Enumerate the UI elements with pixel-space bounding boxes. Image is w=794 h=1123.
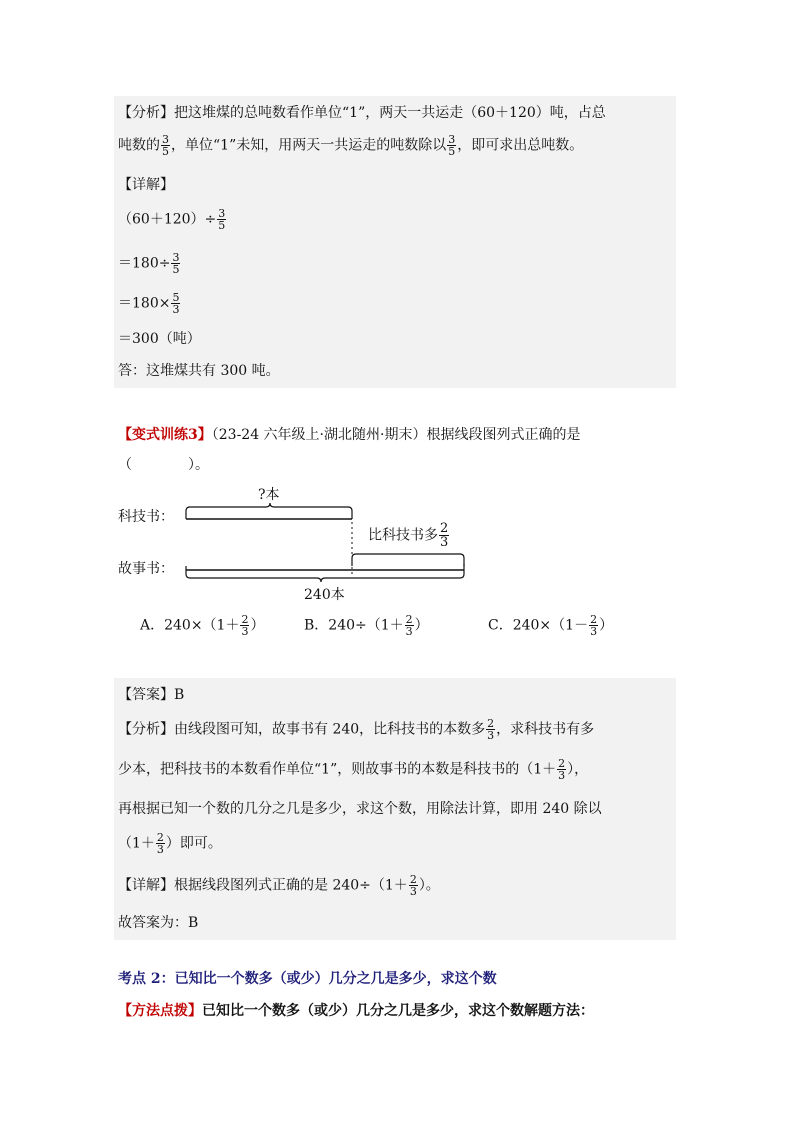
final-answer: 故答案为：B <box>118 915 199 931</box>
analysis2-line-4: （1＋ $\frac{2}{3}$ ）即可。 <box>118 831 222 856</box>
fraction-2-3: $\frac{2}{3}$ <box>409 873 417 898</box>
exercise-blank: （ ）。 <box>118 457 209 473</box>
option-b[interactable]: B．240÷（1＋ $\frac{2}{3}$ ） <box>304 613 429 638</box>
method-tag: 【方法点拨】 <box>118 1003 202 1019</box>
fraction-2-3: $\frac{2}{3}$ <box>558 757 566 782</box>
fraction-3-5: $\frac{3}{5}$ <box>162 133 169 158</box>
more-bracket <box>352 554 464 566</box>
analysis2-line-1: 【分析】由线段图可知，故事书有 240，比科技书的本数多 $\frac{2}{3}$ ，求科技书有多 <box>118 717 595 742</box>
detail-tag: 【详解】 <box>118 177 174 193</box>
total-brace <box>186 574 464 582</box>
analysis-tag: 【分析】 <box>118 105 174 121</box>
fraction-2-3: $\frac{2}{3}$ <box>440 521 449 550</box>
method-text: 已知比一个数多（或少）几分之几是多少，求这个数解题方法： <box>202 1003 594 1019</box>
more-than-label: 比科技书多 $\frac{2}{3}$ <box>368 521 449 550</box>
exercise-tag: 【变式训练3】 <box>118 427 212 443</box>
fraction-5-3: $\frac{5}{3}$ <box>172 291 180 316</box>
answer-tag-line: 【答案】B <box>118 687 185 703</box>
option-c[interactable]: C．240×（1－ $\frac{2}{3}$ ） <box>488 613 614 638</box>
step-1: （60＋120）÷ $\frac{3}{5}$ <box>118 207 226 232</box>
fraction-2-3: $\frac{2}{3}$ <box>156 831 164 856</box>
fraction-2-3: $\frac{2}{3}$ <box>405 613 413 638</box>
fraction-3-5: $\frac{3}{5}$ <box>448 133 456 158</box>
step-4: ＝300（吨） <box>118 331 201 347</box>
analysis2-line-3: 再根据已知一个数的几分之几是多少，求这个数，用除法计算，即用 240 除以 <box>118 801 602 817</box>
step-2: ＝180÷ $\frac{3}{5}$ <box>118 251 180 276</box>
fraction-3-5: $\frac{3}{5}$ <box>172 251 180 276</box>
option-a[interactable]: A．240×（1＋ $\frac{2}{3}$ ） <box>140 613 265 638</box>
question-label: ?本 <box>258 487 280 503</box>
total-label: 240本 <box>304 587 345 603</box>
detail2-line: 【详解】根据线段图列式正确的是 240÷（1＋ $\frac{2}{3}$ ）。 <box>118 873 440 898</box>
exercise-source: （23-24 六年级上·湖北随州·期末）根据线段图列式正确的是 <box>211 427 581 443</box>
science-label: 科技书： <box>118 509 174 525</box>
method-line <box>118 1000 594 1022</box>
answer-line: 答：这堆煤共有 300 吨。 <box>118 363 280 379</box>
exercise-heading <box>118 424 580 446</box>
fraction-2-3: $\frac{2}{3}$ <box>590 613 598 638</box>
step-3: ＝180× $\frac{5}{3}$ <box>118 291 180 316</box>
analysis-line-1: 【分析】把这堆煤的总吨数看作单位“1”，两天一共运走（60＋120）吨，占总 <box>118 105 606 121</box>
science-brace <box>186 503 352 519</box>
analysis2-line-2: 少本，把科技书的本数看作单位“1”，则故事书的本数是科技书的（1＋ $\frac{2}{3}$ ）， <box>118 757 589 782</box>
line-segment-diagram <box>118 478 498 608</box>
section-title: 考点 2：已知比一个数多（或少）几分之几是多少，求这个数 <box>118 971 497 987</box>
story-label: 故事书： <box>118 561 174 577</box>
fraction-3-5: $\frac{3}{5}$ <box>218 207 226 232</box>
fraction-2-3: $\frac{2}{3}$ <box>241 613 249 638</box>
fraction-2-3: $\frac{2}{3}$ <box>487 717 495 742</box>
analysis-line-2: 吨数的 $\frac{3}{5}$ ，单位“1”未知，用两天一共运走的吨数除以 $\frac{3}{5}$ ，即可求出总吨数。 <box>118 133 584 158</box>
